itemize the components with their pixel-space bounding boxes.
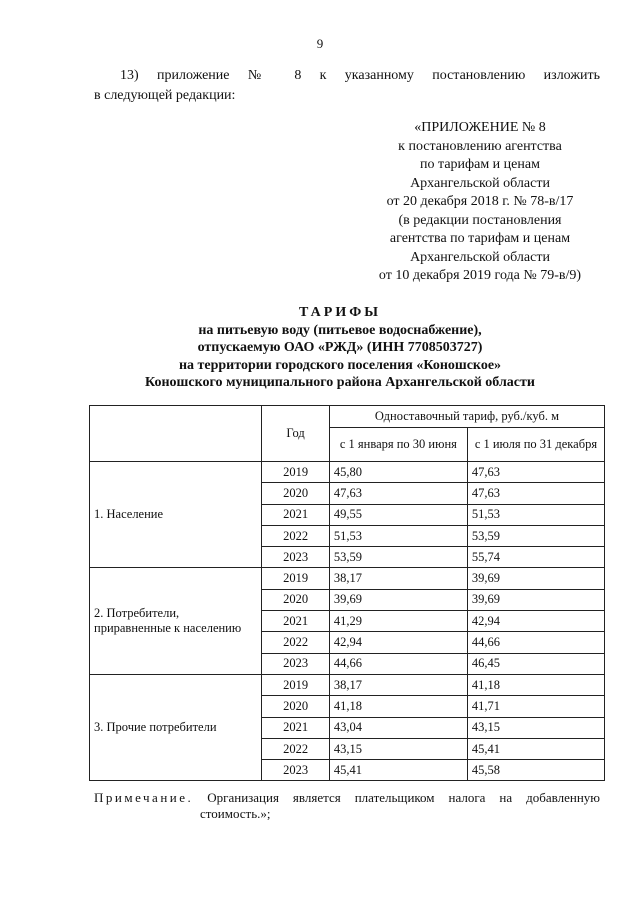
first-half-cell: 49,55 <box>329 504 467 525</box>
note-label: Примечание. <box>94 790 194 805</box>
first-half-cell: 42,94 <box>329 632 467 653</box>
first-half-cell: 47,63 <box>329 483 467 504</box>
appendix-line: от 10 декабря 2019 года № 79-в/9) <box>378 268 582 283</box>
category-cell: 3. Прочие потребители <box>90 674 262 780</box>
note-text-2: стоимость.»; <box>200 806 271 821</box>
table-row <box>90 568 605 589</box>
year-cell: 2021 <box>262 504 330 525</box>
header-category <box>90 406 262 462</box>
first-half-cell: 43,15 <box>329 738 467 759</box>
first-half-cell: 53,59 <box>329 547 467 568</box>
title-line-4: Коношского муниципального района Архангельской области <box>145 375 535 390</box>
first-half-cell: 38,17 <box>329 568 467 589</box>
header-tariff: Одноставочный тариф, руб./куб. м <box>329 406 604 428</box>
second-half-cell: 41,18 <box>467 674 604 695</box>
table-row <box>90 674 605 695</box>
year-cell: 2023 <box>262 760 330 781</box>
appendix-line: (в редакции постановления <box>398 212 562 228</box>
intro-line-1: 13) приложение № 8 к указанному постановлению изложить <box>120 68 600 83</box>
note-text-1: Организация является плательщиком налога на добавленную <box>207 790 600 805</box>
year-cell: 2023 <box>262 547 330 568</box>
year-cell: 2021 <box>262 611 330 632</box>
appendix-line: агентства по тарифам и ценам <box>389 231 571 246</box>
category-cell: 2. Потребители, приравненные к населению <box>90 568 262 674</box>
title-line-3: на территории городского поселения «Коношское» <box>178 357 502 373</box>
first-half-cell: 51,53 <box>329 525 467 546</box>
second-half-cell: 47,63 <box>467 462 604 483</box>
first-half-cell: 43,04 <box>329 717 467 738</box>
year-cell: 2020 <box>262 589 330 610</box>
first-half-cell: 41,29 <box>329 611 467 632</box>
second-half-cell: 53,59 <box>467 525 604 546</box>
title-line-2: отпускаемую ОАО «РЖД» (ИНН 7708503727) <box>197 340 483 355</box>
second-half-cell: 42,94 <box>467 611 604 632</box>
second-half-cell: 46,45 <box>467 653 604 674</box>
year-cell: 2020 <box>262 483 330 504</box>
second-half-cell: 47,63 <box>467 483 604 504</box>
year-cell: 2019 <box>262 568 330 589</box>
second-half-cell: 39,69 <box>467 568 604 589</box>
year-cell: 2020 <box>262 696 330 717</box>
tariff-table <box>89 405 605 781</box>
document-title <box>60 304 620 392</box>
title-heading: ТАРИФЫ <box>299 305 381 320</box>
first-half-cell: 39,69 <box>329 589 467 610</box>
appendix-line: «ПРИЛОЖЕНИЕ № 8 <box>414 120 546 135</box>
intro-line-2: в следующей редакции: <box>94 88 236 103</box>
year-cell: 2022 <box>262 738 330 759</box>
second-half-cell: 55,74 <box>467 547 604 568</box>
page-number: 9 <box>316 36 324 51</box>
table-row <box>90 462 605 483</box>
year-cell: 2022 <box>262 525 330 546</box>
second-half-cell: 45,41 <box>467 738 604 759</box>
second-half-cell: 45,58 <box>467 760 604 781</box>
appendix-line: Архангельской области <box>410 249 550 265</box>
intro-paragraph <box>94 66 600 106</box>
first-half-cell: 44,66 <box>329 653 467 674</box>
appendix-line: по тарифам и ценам <box>420 157 540 172</box>
second-half-cell: 43,15 <box>467 717 604 738</box>
title-line-1: на питьевую воду (питьевое водоснабжение), <box>198 322 482 338</box>
year-cell: 2023 <box>262 653 330 674</box>
year-cell: 2021 <box>262 717 330 738</box>
year-cell: 2022 <box>262 632 330 653</box>
category-cell: 1. Население <box>90 462 262 568</box>
first-half-cell: 45,41 <box>329 760 467 781</box>
appendix-line: от 20 декабря 2018 г. № 78-в/17 <box>386 194 574 209</box>
appendix-line: Архангельской области <box>410 175 550 191</box>
note-block <box>94 790 600 822</box>
header-year: Год <box>262 406 330 462</box>
first-half-cell: 41,18 <box>329 696 467 717</box>
second-half-cell: 41,71 <box>467 696 604 717</box>
year-cell: 2019 <box>262 462 330 483</box>
second-half-cell: 39,69 <box>467 589 604 610</box>
first-half-cell: 38,17 <box>329 674 467 695</box>
first-half-cell: 45,80 <box>329 462 467 483</box>
appendix-line: к постановлению агентства <box>398 138 562 154</box>
second-half-cell: 44,66 <box>467 632 604 653</box>
header-second-half: с 1 июля по 31 декабря <box>467 428 604 462</box>
appendix-block <box>330 119 630 286</box>
header-first-half: с 1 января по 30 июня <box>329 428 467 462</box>
year-cell: 2019 <box>262 674 330 695</box>
second-half-cell: 51,53 <box>467 504 604 525</box>
